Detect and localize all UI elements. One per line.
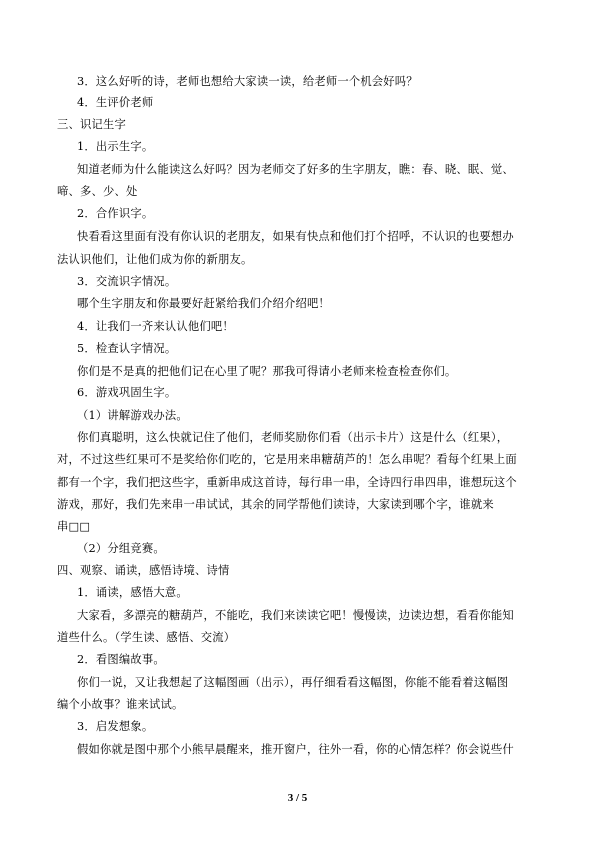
text-line: 3．启发想象。 [77, 720, 154, 733]
text-line: 啼、多、少、处 [57, 185, 138, 198]
text-line: 1．出示生字。 [77, 140, 154, 153]
text-line: 2．合作识字。 [77, 207, 154, 220]
text-line: 哪个生字朋友和你最要好赶紧给我们介绍介绍吧！ [77, 297, 330, 310]
text-line: （2）分组竞赛。 [77, 542, 165, 555]
text-line: 知道老师为什么能读这么好吗？因为老师交了好多的生字朋友，瞧：春、晓、眠、觉、 [77, 163, 514, 176]
page-number: 3 / 5 [287, 792, 308, 804]
text-line: 1．诵读，感悟大意。 [77, 586, 188, 599]
text-line: 6．游戏巩固生字。 [77, 386, 177, 399]
text-line: 2．看图编故事。 [77, 653, 165, 666]
text-line: 4．让我们一齐来认认他们吧！ [77, 320, 234, 333]
text-line: 4．生评价老师 [77, 96, 154, 109]
text-line: 对，不过这些红果可不是奖给你们吃的，它是用来串糖葫芦的！怎么串呢？看每个红果上面 [57, 453, 517, 466]
text-line: 3．这么好听的诗，老师也想给大家读一读，给老师一个机会好吗？ [77, 75, 418, 88]
text-line: 大家看，多漂亮的糖葫芦，不能吃，我们来读读它吧！慢慢读，边读边想，看看你能知 [77, 609, 514, 622]
text-line: 假如你就是图中那个小熊早晨醒来，推开窗户，往外一看，你的心情怎样？你会说些什 [77, 743, 514, 756]
text-line: 编个小故事？谁来试试。 [57, 698, 184, 711]
text-line: 快看看这里面有没有你认识的老朋友，如果有快点和他们打个招呼，不认识的也要想办 [77, 230, 514, 243]
section-heading: 三、识记生字 [57, 118, 126, 131]
text-line: 都有一个字，我们把这些字，重新串成这首诗，每行串一串，全诗四行串四串，谁想玩这个 [57, 476, 517, 489]
text-line: 你们一说，又让我想起了这幅图画（出示），再仔细看看这幅图，你能不能看着这幅图 [77, 676, 509, 689]
text-line: 游戏，那好，我们先来串一串试试，其余的同学帮他们读诗，大家读到哪个字，谁就来 [57, 498, 494, 511]
section-heading: 四、观察、诵读，感悟诗境、诗情 [57, 564, 230, 577]
text-line: 你们真聪明，这么快就记住了他们，老师奖励你们看（出示卡片）这是什么（红果）， [77, 431, 509, 444]
text-line: 3．交流识字情况。 [77, 275, 177, 288]
text-line: 5．检查认字情况。 [77, 342, 177, 355]
text-line: 你们是不是真的把他们记在心里了呢？那我可得请小老师来检查检查你们。 [77, 365, 457, 378]
text-line: 串□□ [57, 520, 91, 533]
text-line: （1）讲解游戏办法。 [77, 409, 188, 422]
text-line: 法认识他们，让他们成为你的新朋友。 [57, 253, 253, 266]
text-line: 道些什么。（学生读、感悟、交流） [57, 631, 236, 644]
